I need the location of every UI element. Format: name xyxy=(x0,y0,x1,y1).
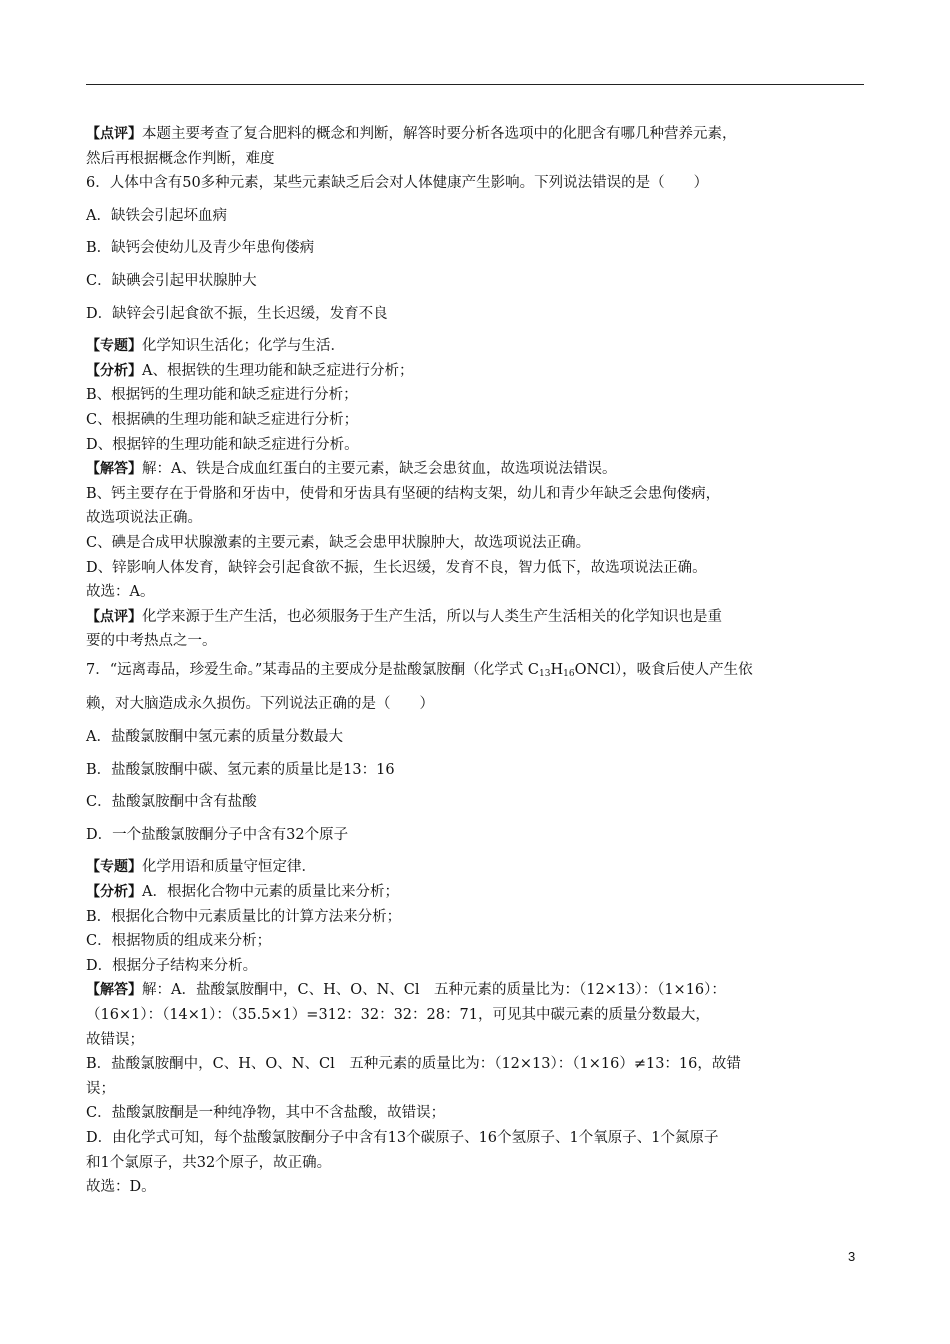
q6-option-c: C．缺碘会引起甲状腺肿大 xyxy=(86,272,257,289)
q7-answer-1: （16×1）：（14×1）：（35.5×1）=312：32：32：28：71，可见其中碳元素的质量分数最大， xyxy=(86,1007,710,1023)
q7-option-c: C．盐酸氯胺酮中含有盐酸 xyxy=(86,794,257,811)
q6-analysis-0 xyxy=(86,359,866,384)
q6-option-a: A．缺铁会引起坏血病 xyxy=(86,207,227,224)
q6-answer-1: B、钙主要存在于骨胳和牙齿中，使骨和牙齿具有坚硬的结构支架，幼儿和青少年缺乏会患佝偻病， xyxy=(86,485,721,502)
q6-option-d: D．缺锌会引起食欲不振，生长迟缓，发育不良 xyxy=(86,305,388,322)
q6-analysis-2: C、根据碘的生理功能和缺乏症进行分析； xyxy=(86,411,359,428)
q7-option-d: D．一个盐酸氯胺酮分子中含有32个原子 xyxy=(86,826,349,843)
q6-answer-4: D、锌影响人体发育，缺锌会引起食欲不振，生长迟缓，发育不良，智力低下，故选项说法正确。 xyxy=(86,559,707,576)
q7-stem-line-1 xyxy=(86,658,866,683)
q6-review-text-0: 化学来源于生产生活，也必须服务于生产生活，所以与人类生产生活相关的化学知识也是重 xyxy=(142,608,722,625)
q7-analysis-2: C．根据物质的组成来分析； xyxy=(86,933,272,950)
q6-answer-0 xyxy=(86,457,866,482)
page-content xyxy=(86,122,866,1200)
q7-analysis-3: D．根据分子结构来分析。 xyxy=(86,957,258,974)
q6-analysis-3: D、根据锌的生理功能和缺乏症进行分析。 xyxy=(86,436,359,453)
q7-option-b: B．盐酸氯胺酮中碳、氢元素的质量比是13：16 xyxy=(86,761,395,778)
q7-h: H xyxy=(550,661,564,678)
q6-topic-text: 化学知识生活化；化学与生活． xyxy=(142,338,345,355)
q7-analysis-1: B．根据化合物中元素质量比的计算方法来分析； xyxy=(86,908,402,925)
q7-topic xyxy=(86,855,866,880)
q7-stem-line-2: 赖，对大脑造成永久损伤。下列说法正确的是（ ） xyxy=(86,696,434,713)
review-text-1: 本题主要考查了复合肥料的概念和判断，解答时要分析各选项中的化肥含有哪几种营养元素， xyxy=(142,126,737,142)
q7-topic-tag: 【专题】 xyxy=(86,859,142,876)
q7-analysis-tag: 【分析】 xyxy=(86,884,142,901)
q7-analysis-0 xyxy=(86,880,866,905)
q7-answer-3: B．盐酸氯胺酮中，C、H、O、N、Cl 五种元素的质量比为：（12×13）：（1×16）≠13：16，故错 xyxy=(86,1056,741,1073)
q6-answer-tag: 【解答】 xyxy=(86,461,142,478)
q7-answer-6: D．由化学式可知，每个盐酸氯胺酮分子中含有13个碳原子、16个氢原子、1个氧原子、1个氮原子 xyxy=(86,1129,719,1146)
q7-stem-pre: 7．“远离毒品，珍爱生命。”某毒品的主要成分是盐酸氯胺酮（化学式 C xyxy=(86,661,540,678)
q6-review-tag: 【点评】 xyxy=(86,608,142,625)
q7-answer-2: 故错误； xyxy=(86,1031,144,1048)
q6-answer-3: C、碘是合成甲状腺激素的主要元素，缺乏会患甲状腺肿大，故选项说法正确。 xyxy=(86,534,591,551)
review-line-1 xyxy=(86,122,866,147)
q7-answer-5: C．盐酸氯胺酮是一种纯净物，其中不含盐酸，故错误； xyxy=(86,1105,446,1122)
review-tag: 【点评】 xyxy=(86,126,142,142)
page-number: 3 xyxy=(848,1249,856,1264)
q7-answer-4: 误； xyxy=(86,1080,115,1097)
q7-analysis-text-0: A．根据化合物中元素的质量比来分析； xyxy=(142,884,399,901)
q7-sub-13: 13 xyxy=(539,668,551,679)
q7-option-a: A．盐酸氯胺酮中氢元素的质量分数最大 xyxy=(86,729,343,746)
q7-answer-7: 和1个氯原子，共32个原子，故正确。 xyxy=(86,1154,332,1171)
q7-answer-tag: 【解答】 xyxy=(86,982,142,999)
q7-sub-16: 16 xyxy=(563,668,575,679)
q6-review-0 xyxy=(86,605,866,630)
review-line-2: 然后再根据概念作判断，难度 xyxy=(86,150,275,167)
q6-analysis-tag: 【分析】 xyxy=(86,362,142,379)
q6-review-1: 要的中考热点之一。 xyxy=(86,633,217,650)
q6-topic xyxy=(86,334,866,359)
q7-answer-8: 故选：D。 xyxy=(86,1179,156,1196)
q7-stem-post: ONCl），吸食后使人产生依 xyxy=(574,661,753,678)
q7-topic-text: 化学用语和质量守恒定律． xyxy=(142,859,316,876)
q7-answer-text-0: 解：A．盐酸氯胺酮中，C、H、O、N、Cl 五种元素的质量比为：（12×13）：（1×16）： xyxy=(142,982,726,999)
q6-stem: 6．人体中含有50多种元素，某些元素缺乏后会对人体健康产生影响。下列说法错误的是（ ） xyxy=(86,175,709,192)
q6-answer-5: 故选：A。 xyxy=(86,584,155,601)
q6-topic-tag: 【专题】 xyxy=(86,338,142,355)
q6-option-b: B．缺钙会使幼儿及青少年患佝偻病 xyxy=(86,240,315,257)
q6-answer-text-0: 解：A、铁是合成血红蛋白的主要元素，缺乏会患贫血，故选项说法错误。 xyxy=(142,461,617,478)
q6-analysis-1: B、根据钙的生理功能和缺乏症进行分析； xyxy=(86,387,358,404)
q7-answer-0 xyxy=(86,978,866,1003)
q6-analysis-text-0: A、根据铁的生理功能和缺乏症进行分析； xyxy=(142,362,414,379)
q6-answer-2: 故选项说法正确。 xyxy=(86,510,202,527)
header-rule xyxy=(86,84,864,85)
